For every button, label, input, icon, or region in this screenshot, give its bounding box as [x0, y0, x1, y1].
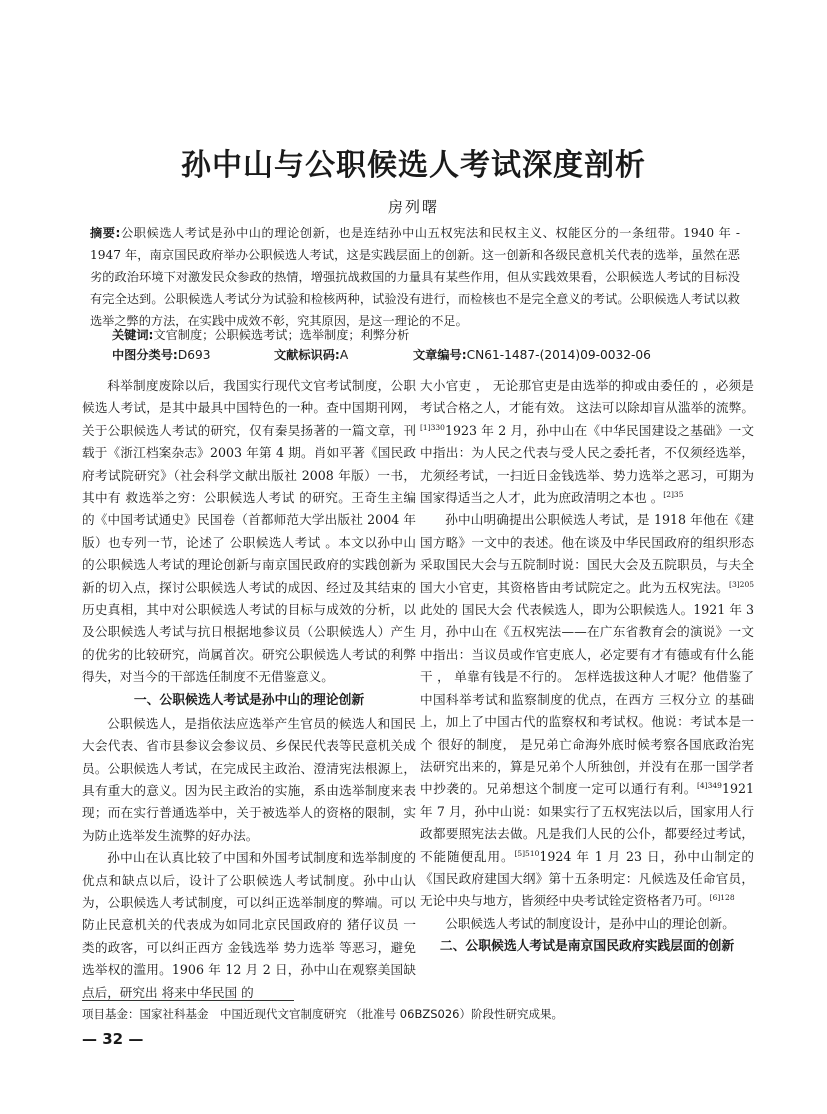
- left-column: [82, 375, 416, 1004]
- citation-ref: [3]205: [729, 579, 754, 589]
- body-paragraph: 公职候选人，是指依法应选举产生官员的候选人和国民大会代表、省市县参议会参议员、乡保民代表等民意机关成员。公职候选人考试，在完成民主政治、澄清宪法根源上，具有重大的意义。因为民主政治的实施，系由选举制度来表现；而在实行普通选举中，关于被选举人的资格的限制，实为防止选举发生流弊的好办法。: [82, 715, 416, 843]
- body-paragraph: 孙中山在认真比较了中国和外国考试制度和选举制度的优点和缺点以后，设计了公职候选人考试制度。孙中山认为，公职候选人考试制度，可以纠正选举制度的弊端。可以防止民意机关的代表成为如同北京民国政府的 猪仔议员 一类的政客，可以纠正西方 金钱选举 势力选举 等恶习，避免选举权的滥用。1906 年 12 月 2 日，孙中山在观察美国缺点后，研究出 将来中华民国 的: [82, 850, 416, 1000]
- document-code: 文献标识码:A: [274, 348, 349, 362]
- article-title: 孙中山与公职候选人考试深度剖析: [181, 148, 646, 183]
- right-column: [420, 375, 754, 959]
- fund-note: 项目基金：国家社科基金 中国近现代文官制度研究 （批准号 06BZS026）阶段性研究成果。: [82, 1007, 563, 1021]
- abstract-text: 公职候选人考试是孙中山的理论创新，也是连结孙中山五权宪法和民权主义、权能区分的一条纽带。1940 年 - 1947 年，南京国民政府举办公职候选人考试，这是实践层面上的创新。这一创新和各级民意机关代表的选举，虽然在恶劣的政治环境下对激发民众参政的热情，增强抗战救国的力量具有某些作用，但从实践效果看，公职候选人考试的目标没有完全达到。公职候选人考试分为试验和检核两种，试验没有进行，而检核也不是完全意义的考试。公职候选人考试以救选举之弊的方法，在实践中成效不彰，究其原因，是这一理论的不足。: [90, 226, 741, 328]
- section-heading: 一、公职候选人考试是孙中山的理论创新: [133, 692, 365, 708]
- citation-ref: [2]35: [663, 489, 684, 499]
- body-paragraph: 公职候选人考试的制度设计，是孙中山的理论创新。: [445, 915, 735, 931]
- keywords: [112, 325, 742, 345]
- citation-ref: [1]330: [420, 422, 445, 432]
- keywords-label: 关键词:: [112, 328, 154, 342]
- body-paragraph: 科举制度废除以后，我国实行现代文官考试制度，公职候选人考试，是其中最具中国特色的一种。查中国期刊网，关于公职候选人考试的研究，仅有秦昊扬著的一篇文章，刊载于《浙江档案杂志》2003 年第 4 期。肖如平著《国民政府考试院研究》（社会科学文献出版社 2008 年版）一书，其中有 救选举之穷：公职候选人考试 的研究。王奇生主编的《中国考试通史》民国卷（首都师范大学出版社 2004 年版）也专列一节，论述了 公职候选人考试 。本文以孙中山的公职候选人考试的理论创新与南京国民政府的实践创新为新的切入点，探讨公职候选人考试的成因、经过及其结束的历史真相，其中对公职候选人考试的目标与成效的分析，以及公职候选人考试与抗日根据地参议员（公职候选人）产生的优劣的比较研究，尚属首次。研究公职候选人考试的利弊得失，对当今的干部选任制度不无借鉴意义。: [82, 378, 416, 685]
- body-paragraph: 孙中山明确提出公职候选人考试，是 1918 年他在《建国方略》一文中的表述。他在谈及中华民国政府的组织形态采取国民大会与五院制时说：国民大会及五院职员，与夫全国大小官吏，其资格皆由考试院定之。此为五权宪法。$^{[3]205}$此处的 国民大会 代表候选人，即为公职候选人。1921 年 3 月，孙中山在《五权宪法——在广东省教育会的演说》一文中指出：当议员或作官吏底人，必定要有才有德或有什么能干 ， 单靠有钱是不行的。 怎样选拔这种人才呢？他借鉴了中国科举考试和监察制度的优点，在西方 三权分立 的基础上，加上了中国古代的监察权和考试权。他说：考试本是一个 很好的制度， 是兄弟亡命海外底时候考察各国底政治宪法研究出来的，算是兄弟个人所独创，并没有在那一国学者中抄袭的。兄弟想这个制度一定可以通行有利。$^{[4]349}$1921 年 7 月，孙中山说：如果实行了五权宪法以后，国家用人行政都要照宪法去做。凡是我们人民的公仆，都要经过考试，不能随便乱用。$^{[5]510}$1924 年 1 月 23 日，孙中山制定的《国民政府建国大纲》第十五条明定：凡候选及任命官员，无论中央与地方，皆须经中央考试铨定资格者乃可。$^{[6]128}$: [420, 512, 754, 909]
- abstract-label: 摘要:: [90, 226, 121, 240]
- clc-code: 中图分类号:D693: [112, 348, 211, 362]
- abstract: [90, 222, 740, 332]
- keywords-text: 文官制度；公职候选考试；选举制度；利弊分析: [153, 328, 410, 342]
- section-heading: 二、公职候选人考试是南京国民政府实践层面的创新: [439, 939, 735, 955]
- page-number: — 32 —: [82, 1030, 144, 1048]
- citation-ref: [6]128: [709, 893, 735, 903]
- citation-ref: [5]510: [514, 848, 540, 858]
- article-id: 文章编号:CN61-1487-(2014)09-0032-06: [413, 348, 651, 362]
- footnote-divider: [82, 1000, 294, 1001]
- citation-ref: [4]349: [696, 781, 722, 791]
- body-paragraph: 大小官吏 ， 无论那官吏是由选举的抑或由委任的 ，必须是考试合格之人，才能有效。 这法可以除却盲从滥举的流弊。$^{[1]330}$1923 年 2 月，孙中山在《中华民国建设之基础》一文中指出：为人民之代表与受人民之委托者，不仅须经选举，尤须经考试，一扫近日金钱选举、势力选举之恶习，可期为国家得适当之人才，此为庶政清明之本也 。$^{[2]35}$: [420, 378, 754, 506]
- article-author: 房列曙: [387, 198, 439, 216]
